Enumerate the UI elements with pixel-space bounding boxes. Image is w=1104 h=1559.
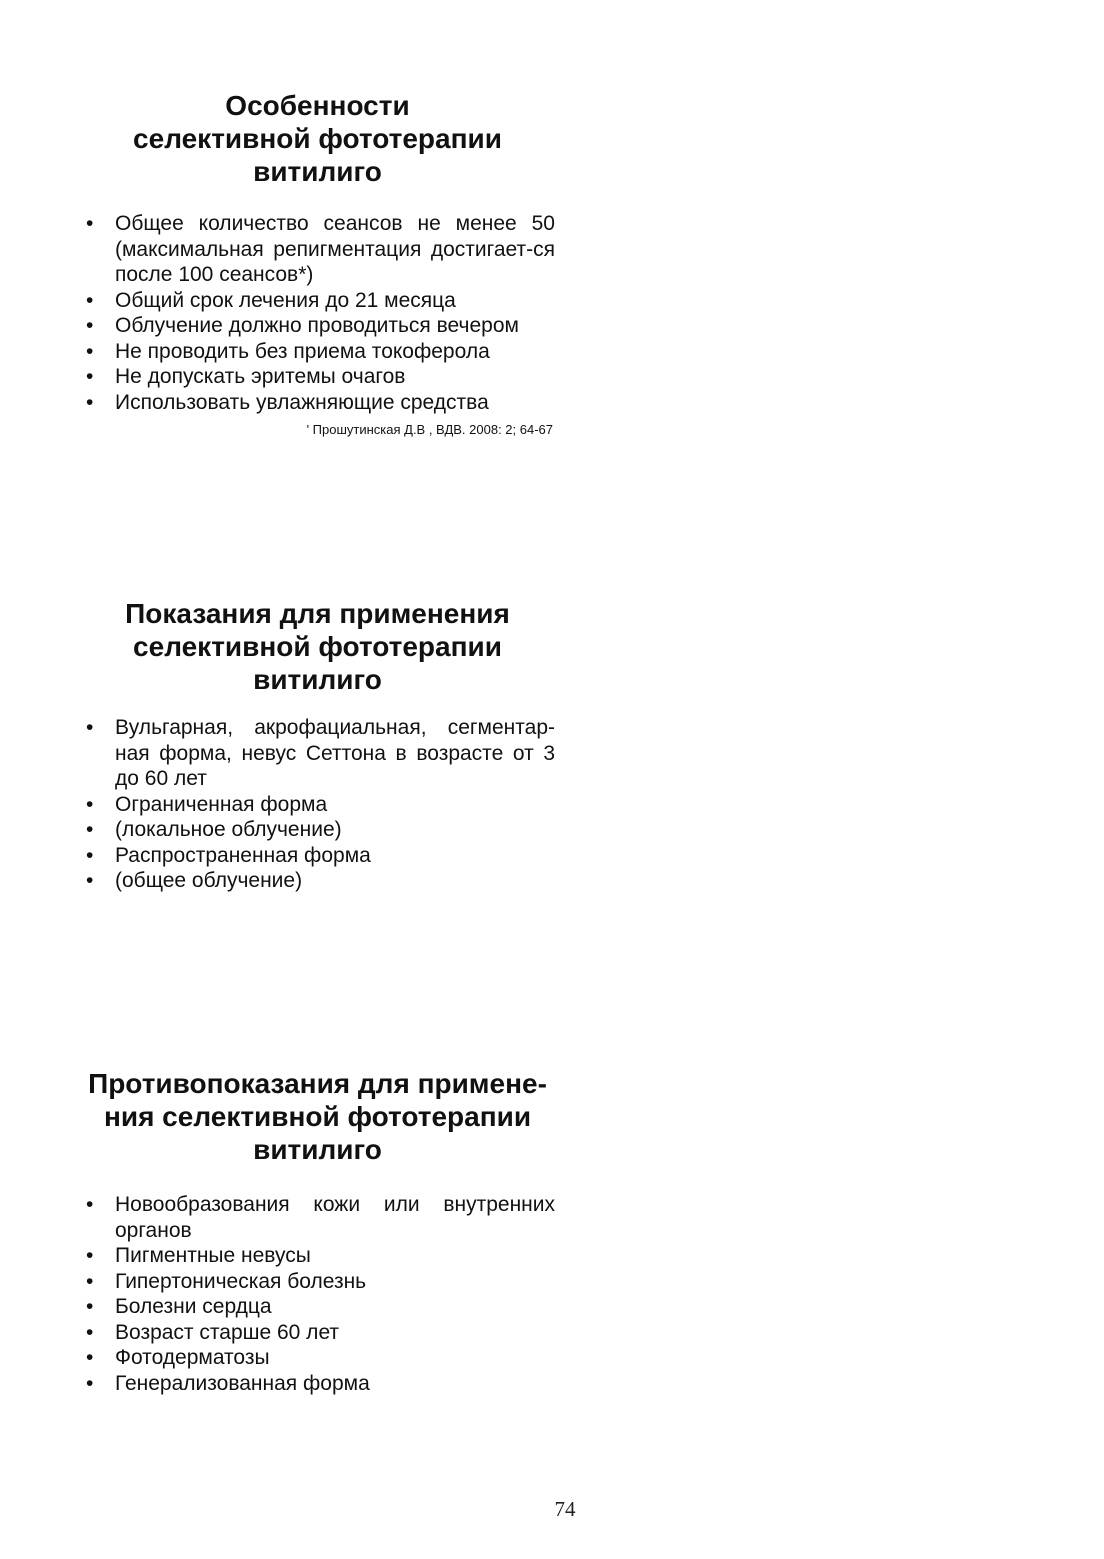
list-item: • Общее количество сеансов не менее 50 (максимальная репигментация достигает-ся после 100 сеансов*) <box>86 212 555 286</box>
list-item: • Гипертоническая болезнь <box>86 1269 367 1293</box>
bullet-icon: • <box>86 339 94 363</box>
list-item: • Распространенная форма <box>86 843 371 867</box>
section-title: Особенности селективной фототерапии витилиго <box>133 90 502 187</box>
list-item: • Фотодерматозы <box>86 1346 270 1369</box>
section-indications <box>80 597 555 894</box>
bullet-icon: • <box>86 1346 94 1369</box>
citation: ' Прошутинская Д.В , ВДВ. 2008: 2; 64-67 <box>306 422 553 437</box>
list-item: • Генерализованная форма <box>86 1371 370 1395</box>
page-number: 74 <box>554 1497 576 1521</box>
bullet-list <box>80 715 555 894</box>
list-item: • Не проводить без приема токоферола <box>86 339 490 363</box>
list-item: • Возраст старше 60 лет <box>86 1320 340 1344</box>
list-item: • Ограниченная форма <box>86 792 328 816</box>
bullet-icon: • <box>86 288 94 312</box>
bullet-icon: • <box>86 792 94 816</box>
list-item: • Вульгарная, акрофациальная, сегментар-ная форма, невус Сеттона в возрасте от 3 до 60 лет <box>86 716 555 790</box>
bullet-icon: • <box>86 1295 94 1318</box>
list-item: • Не допускать эритемы очагов <box>86 365 406 388</box>
bullet-icon: • <box>86 1320 94 1344</box>
section-contraindications <box>80 1067 555 1396</box>
bullet-icon: • <box>86 869 94 892</box>
bullet-icon: • <box>86 1244 94 1267</box>
bullet-icon: • <box>86 365 94 388</box>
bullet-icon: • <box>86 314 94 337</box>
bullet-icon: • <box>86 818 94 841</box>
bullet-icon: • <box>86 390 94 414</box>
list-item: • Новообразования кожи или внутренних органов <box>86 1193 555 1242</box>
list-item: • Использовать увлажняющие средства <box>86 390 489 414</box>
bullet-list <box>80 1192 555 1396</box>
list-item: • Пигментные невусы <box>86 1244 311 1267</box>
list-item: • Болезни сердца <box>86 1295 272 1318</box>
list-item: • (общее облучение) <box>86 869 303 892</box>
bullet-icon: • <box>86 212 94 235</box>
bullet-icon: • <box>86 843 94 867</box>
section-features <box>80 89 555 438</box>
bullet-icon: • <box>86 1371 94 1395</box>
list-item: • (локальное облучение) <box>86 818 342 841</box>
bullet-list <box>80 211 555 415</box>
bullet-icon: • <box>86 1269 94 1293</box>
section-title: Показания для применения селективной фототерапии витилиго <box>125 598 510 695</box>
list-item: • Общий срок лечения до 21 месяца <box>86 288 456 312</box>
list-item: • Облучение должно проводиться вечером <box>86 314 519 337</box>
bullet-icon: • <box>86 1193 94 1216</box>
section-title: Противопоказания для примене- ния селективной фототерапии витилиго <box>88 1068 547 1165</box>
bullet-icon: • <box>86 716 94 739</box>
